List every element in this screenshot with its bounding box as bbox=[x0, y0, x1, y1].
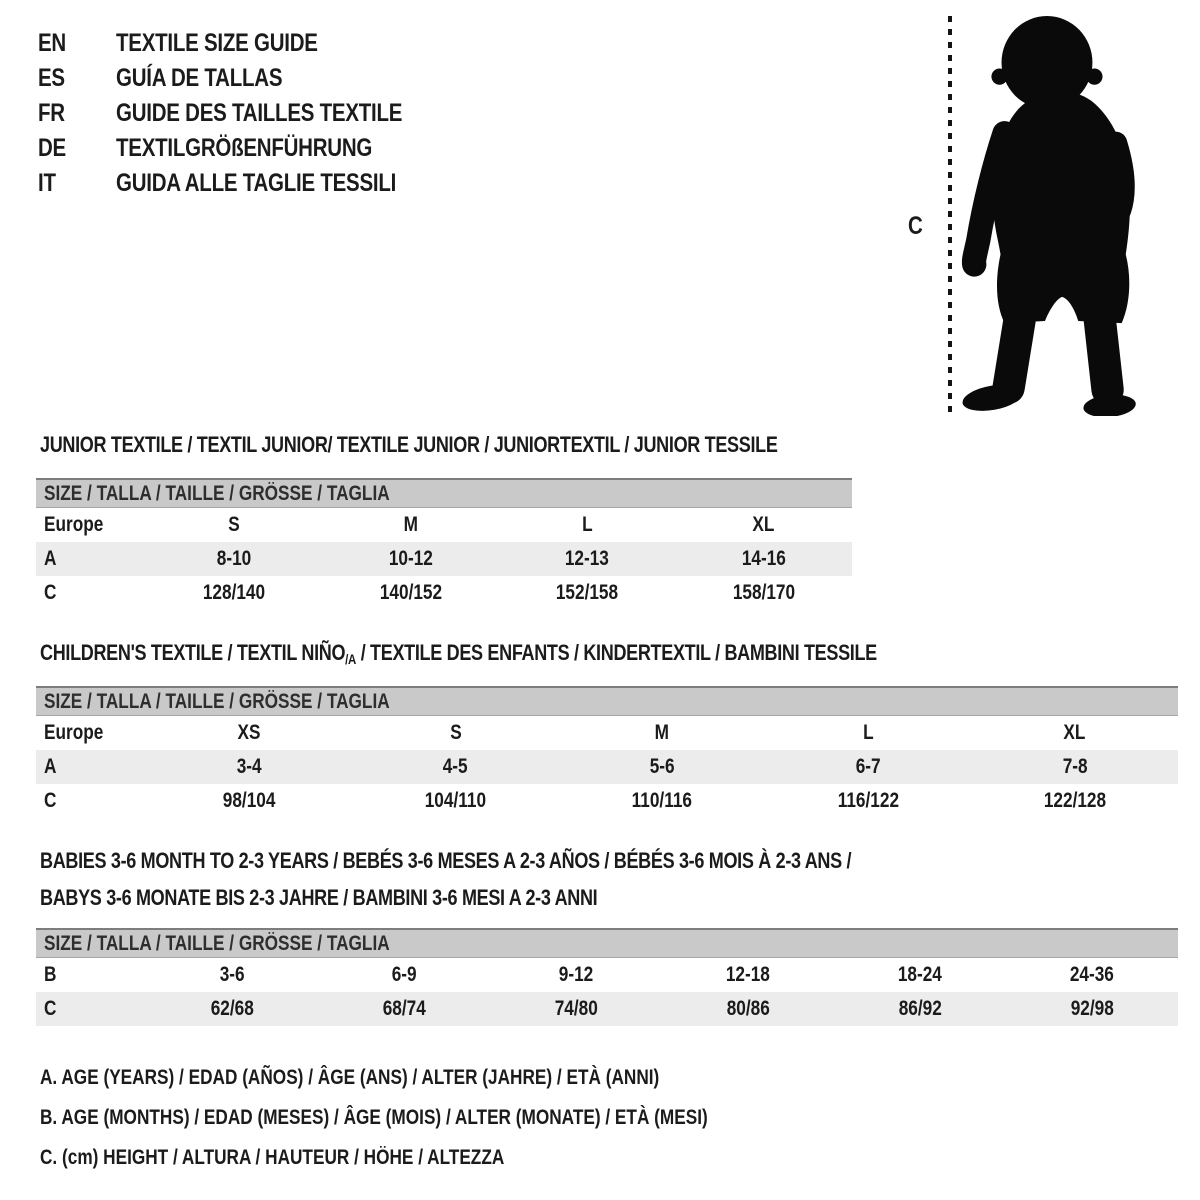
footnote-c: C. (cm) HEIGHT / ALTURA / HAUTEUR / HÖHE / ALTEZZA bbox=[40, 1146, 505, 1169]
row-label: C bbox=[44, 789, 57, 812]
age-value: 3-6 bbox=[219, 963, 245, 986]
size-column-header: L bbox=[863, 721, 874, 744]
language-row-fr bbox=[38, 96, 465, 131]
size-header-label: SIZE / TALLA / TAILLE / GRÖSSE / TAGLIA bbox=[44, 689, 390, 713]
size-column-header: S bbox=[228, 513, 240, 536]
height-measure-dashed-line bbox=[948, 16, 952, 416]
height-value: 92/98 bbox=[1070, 997, 1114, 1020]
language-title: GUIDE DES TAILLES TEXTILE bbox=[116, 99, 403, 127]
region-label: Europe bbox=[44, 721, 104, 744]
language-code: DE bbox=[38, 134, 66, 162]
language-title: GUIDA ALLE TAGLIE TESSILI bbox=[116, 169, 397, 197]
babies-size-header-bar bbox=[36, 928, 1178, 958]
junior-column-header-row bbox=[36, 508, 852, 542]
height-value: 74/80 bbox=[554, 997, 598, 1020]
height-value: 158/170 bbox=[732, 581, 795, 604]
age-value: 7-8 bbox=[1062, 755, 1088, 778]
junior-size-table bbox=[36, 478, 852, 610]
children-title-subscript: /A bbox=[345, 651, 357, 667]
junior-section-title: JUNIOR TEXTILE / TEXTIL JUNIOR/ TEXTILE JUNIOR / JUNIORTEXTIL / JUNIOR TESSILE bbox=[40, 432, 778, 457]
age-value: 14-16 bbox=[741, 547, 786, 570]
children-size-table bbox=[36, 686, 1178, 818]
footnotes bbox=[40, 1058, 854, 1178]
age-value: 5-6 bbox=[649, 755, 675, 778]
footnote-b: B. AGE (MONTHS) / EDAD (MESES) / ÂGE (MOIS) / ALTER (MONATE) / ETÀ (MESI) bbox=[40, 1106, 708, 1129]
children-section-title: CHILDREN'S TEXTILE / TEXTIL $NIÑO_{/A}$ / TEXTILE DES ENFANTS / KINDERTEXTIL / BAMBINI TESSILE bbox=[40, 640, 877, 667]
footnote-a: A. AGE (YEARS) / EDAD (AÑOS) / ÂGE (ANS) / ALTER (JAHRE) / ETÀ (ANNI) bbox=[40, 1066, 660, 1089]
height-value: 86/92 bbox=[898, 997, 942, 1020]
age-value: 24-36 bbox=[1069, 963, 1115, 986]
age-value: 6-9 bbox=[391, 963, 417, 986]
junior-age-row bbox=[36, 542, 852, 576]
row-label: A bbox=[44, 547, 57, 570]
children-height-row bbox=[36, 784, 1178, 818]
language-code: EN bbox=[38, 29, 66, 57]
age-value: 12-18 bbox=[725, 963, 771, 986]
language-row-de bbox=[38, 131, 465, 166]
language-title: TEXTILGRÖßENFÜHRUNG bbox=[116, 134, 373, 162]
age-value: 6-7 bbox=[855, 755, 881, 778]
junior-size-header-bar bbox=[36, 478, 852, 508]
row-label: B bbox=[44, 963, 57, 986]
size-column-header: XS bbox=[237, 721, 261, 744]
size-header-label: SIZE / TALLA / TAILLE / GRÖSSE / TAGLIA bbox=[44, 481, 390, 505]
size-column-header: L bbox=[581, 513, 593, 536]
height-measure-label: C bbox=[908, 212, 923, 240]
age-value: 10-12 bbox=[388, 547, 433, 570]
babies-section-title-line2: BABYS 3-6 MONATE BIS 2-3 JAHRE / BAMBINI 3-6 MESI A 2-3 ANNI bbox=[40, 885, 598, 910]
height-value: 62/68 bbox=[210, 997, 254, 1020]
region-label: Europe bbox=[44, 513, 104, 536]
babies-age-row bbox=[36, 958, 1178, 992]
size-header-label: SIZE / TALLA / TAILLE / GRÖSSE / TAGLIA bbox=[44, 931, 390, 955]
language-title: TEXTILE SIZE GUIDE bbox=[116, 29, 318, 57]
children-size-header-bar bbox=[36, 686, 1178, 716]
height-value: 80/86 bbox=[726, 997, 770, 1020]
size-column-header: S bbox=[449, 721, 462, 744]
age-value: 4-5 bbox=[443, 755, 469, 778]
babies-size-table bbox=[36, 928, 1178, 1026]
children-age-row bbox=[36, 750, 1178, 784]
height-value: 68/74 bbox=[382, 997, 426, 1020]
language-code: ES bbox=[38, 64, 65, 92]
size-column-header: M bbox=[403, 513, 418, 536]
height-value: 122/128 bbox=[1043, 789, 1106, 812]
age-value: 8-10 bbox=[217, 547, 252, 570]
row-label: A bbox=[44, 755, 57, 778]
language-code: IT bbox=[38, 169, 56, 197]
babies-section-title-line1: BABIES 3-6 MONTH TO 2-3 YEARS / BEBÉS 3-6 MESES A 2-3 AÑOS / BÉBÉS 3-6 MOIS À 2-3 ANS / bbox=[40, 848, 852, 873]
age-value: 9-12 bbox=[558, 963, 594, 986]
height-value: 152/158 bbox=[556, 581, 619, 604]
toddler-silhouette-icon bbox=[958, 12, 1140, 416]
babies-height-row bbox=[36, 992, 1178, 1026]
row-label: C bbox=[44, 997, 57, 1020]
language-row-es bbox=[38, 61, 465, 96]
size-column-header: XL bbox=[752, 513, 775, 536]
size-column-header: M bbox=[654, 721, 670, 744]
language-code: FR bbox=[38, 99, 65, 127]
height-value: 98/104 bbox=[222, 789, 276, 812]
language-title: GUÍA DE TALLAS bbox=[116, 64, 283, 92]
height-value: 128/140 bbox=[203, 581, 266, 604]
junior-height-row bbox=[36, 576, 852, 610]
language-list bbox=[38, 26, 465, 201]
language-row-en bbox=[38, 26, 465, 61]
age-value: 12-13 bbox=[565, 547, 610, 570]
age-value: 18-24 bbox=[897, 963, 943, 986]
height-value: 104/110 bbox=[424, 789, 487, 812]
row-label: C bbox=[44, 581, 57, 604]
height-value: 116/122 bbox=[837, 789, 900, 812]
height-value: 110/116 bbox=[631, 789, 693, 812]
children-column-header-row bbox=[36, 716, 1178, 750]
age-value: 3-4 bbox=[236, 755, 262, 778]
language-row-it bbox=[38, 166, 465, 201]
height-value: 140/152 bbox=[379, 581, 442, 604]
size-column-header: XL bbox=[1063, 721, 1086, 744]
